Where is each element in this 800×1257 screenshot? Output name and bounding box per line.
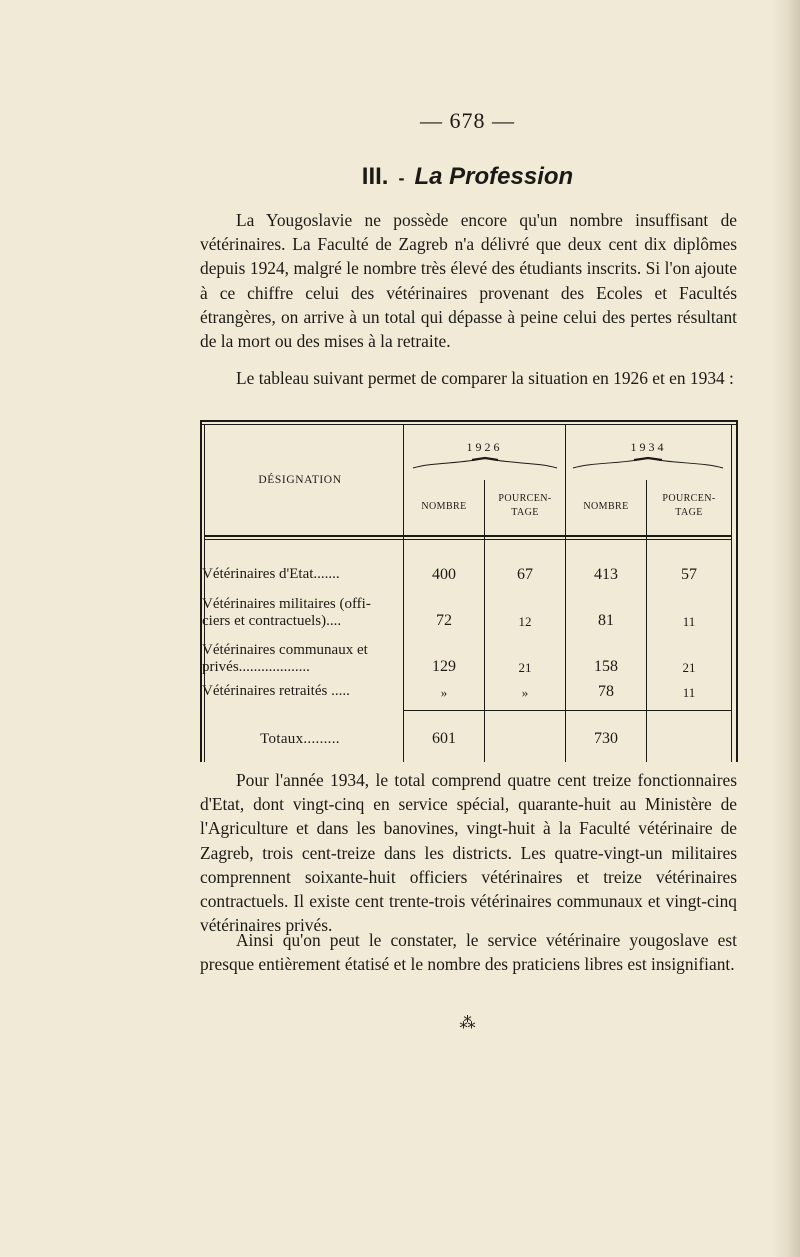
cell-etat-1934-nombre: 413 bbox=[594, 566, 618, 583]
paragraph-2: Le tableau suivant permet de comparer la situation en 1926 et en 1934 : bbox=[236, 368, 734, 388]
table-right-rule bbox=[736, 420, 738, 762]
brace-1926 bbox=[412, 456, 558, 470]
cell-militaires-1934-nombre: 81 bbox=[598, 612, 614, 629]
header-bottom-rule-inner bbox=[205, 539, 731, 540]
col-rule-1 bbox=[403, 424, 404, 762]
paragraph-1: La Yougoslavie ne possède encore qu'un nombre insuffisant de vétérinaires. La Faculté de Zagreb n'a délivré que deux cent dix diplômes depuis 1924, malgré le nombre très élevé des étudiants inscrits. Si l'on ajoute à ce chiffre celui des vétérinaires provenant des Ecoles et Facultés étrangères, on arrive à un total qui dépasse à peine celui des pertes résultant de la mort ou des mises à la retraite. bbox=[200, 210, 737, 352]
subheader-pourcentage-1934: POURCEN- TAGE bbox=[662, 493, 716, 518]
cell-militaires-1926-nombre: 72 bbox=[436, 612, 452, 629]
total-1934-nombre: 730 bbox=[594, 730, 618, 747]
brace-1934 bbox=[572, 456, 724, 470]
heading-dash: - bbox=[398, 168, 405, 188]
col-rule-3 bbox=[565, 424, 566, 762]
page-number: — 678 — bbox=[420, 108, 515, 133]
cell-retraites-1934-pct: 11 bbox=[682, 685, 696, 700]
heading-title: La Profession bbox=[414, 163, 574, 190]
row-label-retraites: Vétérinaires retraités ..... bbox=[202, 683, 350, 699]
cell-communaux-1934-pct: 21 bbox=[682, 660, 696, 675]
cell-militaires-1934-pct: 11 bbox=[682, 614, 696, 629]
cell-militaires-1926-pct: 12 bbox=[518, 614, 532, 629]
cell-communaux-1934-nombre: 158 bbox=[594, 658, 618, 675]
year-1934: 1934 bbox=[630, 440, 667, 454]
table-top-rule-inner bbox=[200, 424, 738, 425]
cell-retraites-1926-nombre: » bbox=[440, 685, 448, 700]
header-bottom-rule bbox=[205, 535, 731, 537]
section-heading bbox=[0, 163, 800, 191]
subheader-nombre-1926: NOMBRE bbox=[421, 501, 467, 512]
table-right-rule-inner bbox=[731, 424, 732, 762]
row-label-militaires: Vétérinaires militaires (offi- ciers et contractuels).... bbox=[202, 596, 371, 629]
subheader-nombre-1934: NOMBRE bbox=[583, 501, 629, 512]
heading-roman: III. bbox=[361, 163, 389, 190]
cell-etat-1926-pct: 67 bbox=[517, 566, 533, 583]
cell-retraites-1926-pct: » bbox=[521, 685, 529, 700]
year-1926: 1926 bbox=[466, 440, 503, 454]
cell-communaux-1926-nombre: 129 bbox=[432, 658, 456, 675]
cell-etat-1926-nombre: 400 bbox=[432, 566, 456, 583]
asterism: ⁂ bbox=[459, 1015, 476, 1032]
designation-header: DÉSIGNATION bbox=[258, 474, 342, 486]
table-top-rule bbox=[200, 420, 738, 422]
cell-etat-1934-pct: 57 bbox=[681, 566, 697, 583]
total-1926-nombre: 601 bbox=[432, 730, 456, 747]
statistics-table bbox=[200, 420, 738, 762]
row-label-communaux: Vétérinaires communaux et privés................... bbox=[202, 642, 368, 675]
paragraph-4: Ainsi qu'on peut le constater, le service vétérinaire yougoslave est presque entièrement étatisé et le nombre des praticiens libres est insignifiant. bbox=[200, 930, 737, 975]
cell-retraites-1934-nombre: 78 bbox=[598, 683, 614, 700]
row-label-etat: Vétérinaires d'Etat....... bbox=[202, 566, 340, 582]
cell-communaux-1926-pct: 21 bbox=[518, 660, 532, 675]
table-left-rule bbox=[200, 420, 202, 762]
totals-rule bbox=[403, 710, 731, 711]
totals-label: Totaux......... bbox=[260, 731, 340, 747]
paragraph-3: Pour l'année 1934, le total comprend quatre cent treize fonctionnaires d'Etat, dont vingt-cinq en service spécial, quarante-huit au Ministère de l'Agriculture et dans les banovines, vingt-huit à la Faculté vétérinaire de Zagreb, trois cent-treize dans les districts. Les quatre-vingt-un militaires comprennent soixante-huit officiers vétérinaires et treize vétérinaires contractuels. Il existe cent trente-trois vétérinaires communaux et vingt-cinq vétérinaires privés. bbox=[200, 770, 737, 936]
subheader-pourcentage-1926: POURCEN- TAGE bbox=[498, 493, 552, 518]
